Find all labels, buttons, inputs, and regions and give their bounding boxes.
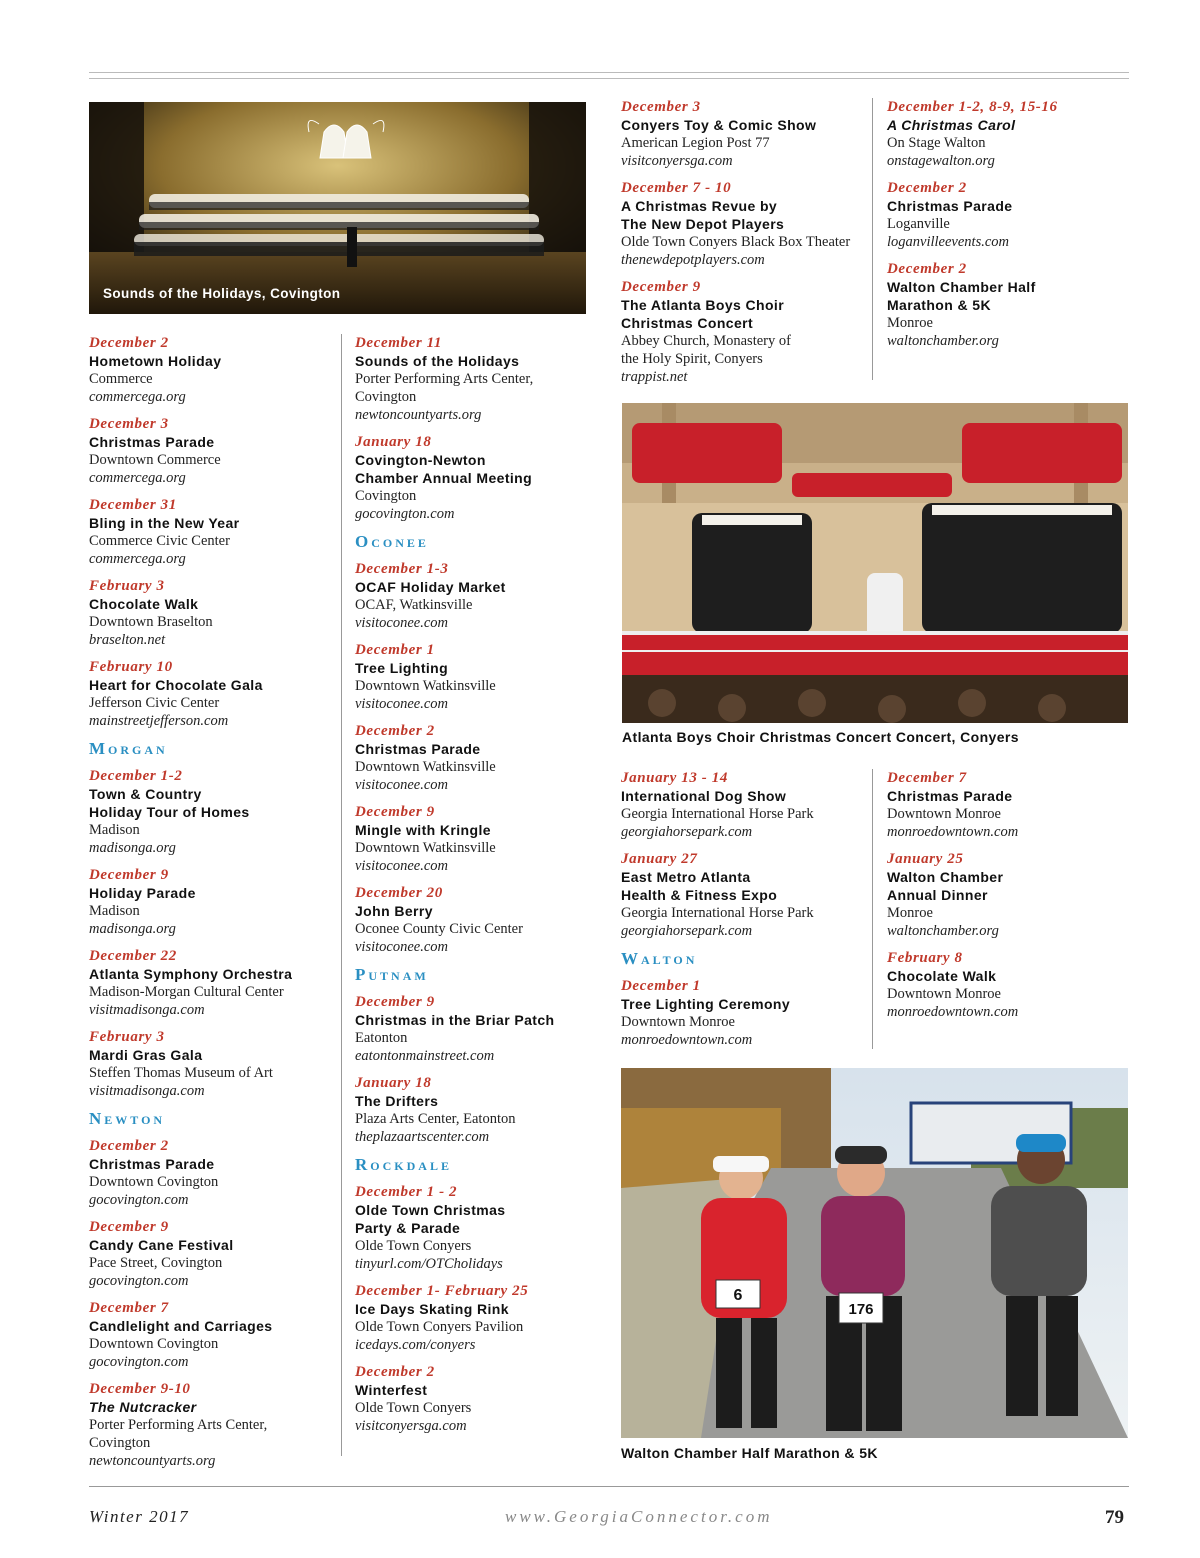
event-title: Hometown Holiday	[89, 353, 222, 369]
event-date: December 1	[355, 642, 435, 658]
event-location: Downtown Monroe	[621, 1014, 735, 1030]
event-location: Downtown Covington	[89, 1336, 219, 1352]
event-location: Porter Performing Arts Center, Covington	[89, 1417, 268, 1451]
event-website[interactable]: waltonchamber.org	[887, 923, 999, 939]
event-location: Jefferson Civic Center	[89, 695, 220, 711]
boys-choir-illustration	[622, 403, 1128, 723]
event-location: Downtown Watkinsville	[355, 759, 496, 775]
event-date: December 7 - 10	[621, 180, 732, 196]
boys-choir-photo	[622, 403, 1128, 723]
event-location: Monroe	[887, 315, 933, 331]
event-website[interactable]: georgiahorsepark.com	[621, 923, 753, 939]
event-listing	[89, 1137, 329, 1209]
event-date: December 2	[887, 261, 967, 277]
event-date: December 3	[89, 416, 169, 432]
event-date: February 10	[89, 659, 173, 675]
event-date: December 2	[355, 1364, 435, 1380]
event-website[interactable]: trappist.net	[621, 369, 688, 385]
event-location: Eatonton	[355, 1030, 408, 1046]
event-title: Walton Chamber Annual Dinner	[887, 869, 1004, 903]
county-heading: Rockdale	[355, 1155, 452, 1174]
event-website[interactable]: visitoconee.com	[355, 858, 449, 874]
event-listing	[89, 496, 329, 568]
event-website[interactable]: visitoconee.com	[355, 777, 449, 793]
event-date: December 20	[355, 885, 443, 901]
event-location: Porter Performing Arts Center, Covington	[355, 371, 534, 405]
event-date: December 7	[89, 1300, 169, 1316]
event-title: International Dog Show	[621, 788, 787, 804]
event-location: Olde Town Conyers Black Box Theater	[621, 234, 851, 250]
event-title: Christmas in the Briar Patch	[355, 1012, 555, 1028]
event-title: Tree Lighting	[355, 660, 449, 676]
event-title: The Nutcracker	[89, 1399, 197, 1415]
half-marathon-photo-caption: Walton Chamber Half Marathon & 5K	[621, 1445, 878, 1461]
event-date: December 31	[89, 497, 177, 513]
event-location: Steffen Thomas Museum of Art	[89, 1065, 273, 1081]
event-website[interactable]: gocovington.com	[89, 1192, 189, 1208]
event-location: Olde Town Conyers	[355, 1400, 472, 1416]
event-location: Downtown Monroe	[887, 986, 1001, 1002]
county-heading: Putnam	[355, 965, 429, 984]
event-title: Christmas Parade	[355, 741, 481, 757]
event-title: Holiday Parade	[89, 885, 196, 901]
event-listing	[621, 179, 861, 269]
event-listing	[89, 866, 329, 938]
column-divider-2	[872, 98, 873, 380]
event-title: Chocolate Walk	[89, 596, 199, 612]
event-title: OCAF Holiday Market	[355, 579, 506, 595]
event-title: Mardi Gras Gala	[89, 1047, 203, 1063]
event-title: Candy Cane Festival	[89, 1237, 234, 1253]
event-location: Madison-Morgan Cultural Center	[89, 984, 284, 1000]
event-date: February 8	[887, 950, 963, 966]
event-listing	[355, 334, 595, 424]
event-listing	[355, 803, 595, 875]
event-date: December 1 - 2	[355, 1184, 458, 1200]
event-listing	[89, 1380, 329, 1470]
event-date: December 1-3	[355, 561, 449, 577]
event-listing	[887, 179, 1127, 251]
event-date: December 1- February 25	[355, 1283, 529, 1299]
event-date: February 3	[89, 578, 165, 594]
event-website[interactable]: visitoconee.com	[355, 939, 449, 955]
event-website[interactable]: commercega.org	[89, 551, 186, 567]
event-listing	[887, 260, 1127, 350]
event-website[interactable]: commercega.org	[89, 389, 186, 405]
issue-label: Winter 2017	[89, 1507, 190, 1526]
event-title: Mingle with Kringle	[355, 822, 491, 838]
event-website[interactable]: onstagewalton.org	[887, 153, 995, 169]
event-title: Bling in the New Year	[89, 515, 240, 531]
event-location: Georgia International Horse Park	[621, 806, 814, 822]
event-title: John Berry	[355, 903, 433, 919]
event-website[interactable]: visitoconee.com	[355, 615, 449, 631]
event-date: January 13 - 14	[621, 770, 728, 786]
event-date: December 1-2	[89, 768, 183, 784]
event-title: Atlanta Symphony Orchestra	[89, 966, 293, 982]
event-date: December 3	[621, 99, 701, 115]
event-location: Oconee County Civic Center	[355, 921, 523, 937]
event-listing	[355, 1183, 595, 1273]
event-website[interactable]: visitmadisonga.com	[89, 1002, 205, 1018]
event-location: Downtown Monroe	[887, 806, 1001, 822]
event-location: Olde Town Conyers Pavilion	[355, 1319, 524, 1335]
event-location: Olde Town Conyers	[355, 1238, 472, 1254]
event-website[interactable]: visitoconee.com	[355, 696, 449, 712]
event-website[interactable]: gocovington.com	[89, 1354, 189, 1370]
event-location: Downtown Commerce	[89, 452, 221, 468]
event-website[interactable]: madisonga.org	[89, 840, 176, 856]
page-number: 79	[1105, 1507, 1124, 1528]
column-4-top-events	[887, 98, 1127, 359]
event-title: Sounds of the Holidays	[355, 353, 520, 369]
event-title: A Christmas Carol	[887, 117, 1016, 133]
county-heading: Newton	[89, 1109, 166, 1128]
event-date: January 18	[355, 1075, 432, 1091]
event-title: Ice Days Skating Rink	[355, 1301, 509, 1317]
event-listing	[355, 993, 595, 1065]
event-location: Abbey Church, Monastery of the Holy Spirit, Conyers	[621, 333, 791, 367]
event-location: American Legion Post 77	[621, 135, 770, 151]
event-date: December 11	[355, 335, 442, 351]
event-website[interactable]: theplazaartscenter.com	[355, 1129, 490, 1145]
event-listing	[355, 884, 595, 956]
event-location: Downtown Watkinsville	[355, 840, 496, 856]
runners-illustration	[621, 1068, 1128, 1438]
county-heading: Oconee	[355, 532, 429, 551]
event-website[interactable]: tinyurl.com/OTCholidays	[355, 1256, 503, 1272]
event-listing	[887, 769, 1127, 841]
event-website[interactable]: gocovington.com	[355, 506, 455, 522]
footer-rule	[89, 1486, 1129, 1487]
event-listing	[621, 769, 861, 841]
event-title: Candlelight and Carriages	[89, 1318, 273, 1334]
event-location: Downtown Braselton	[89, 614, 213, 630]
event-date: December 1	[621, 978, 701, 994]
event-date: December 2	[89, 335, 169, 351]
event-website[interactable]: icedays.com/conyers	[355, 1337, 476, 1353]
top-rule	[89, 72, 1129, 79]
event-location: Commerce	[89, 371, 153, 387]
event-listing	[89, 1218, 329, 1290]
column-2-events	[355, 334, 595, 1444]
event-title: Town & Country Holiday Tour of Homes	[89, 786, 250, 820]
event-title: Heart for Chocolate Gala	[89, 677, 263, 693]
column-divider-1	[341, 334, 342, 1456]
event-title: Christmas Parade	[89, 1156, 215, 1172]
event-website[interactable]: visitconyersga.com	[355, 1418, 467, 1434]
event-date: January 18	[355, 434, 432, 450]
event-title: The Drifters	[355, 1093, 439, 1109]
event-website[interactable]: eatontonmainstreet.com	[355, 1048, 495, 1064]
event-listing	[887, 949, 1127, 1021]
event-date: December 9-10	[89, 1381, 191, 1397]
event-website[interactable]: commercega.org	[89, 470, 186, 486]
event-title: Christmas Parade	[89, 434, 215, 450]
event-listing	[355, 1363, 595, 1435]
event-listing	[89, 658, 329, 730]
event-title: Winterfest	[355, 1382, 428, 1398]
event-date: December 22	[89, 948, 177, 964]
event-location: Downtown Covington	[89, 1174, 219, 1190]
event-website[interactable]: braselton.net	[89, 632, 166, 648]
event-listing	[89, 1028, 329, 1100]
event-title: Christmas Parade	[887, 198, 1013, 214]
bib-number-6: 6	[733, 1287, 743, 1304]
event-title: A Christmas Revue by The New Depot Players	[621, 198, 785, 232]
event-location: Plaza Arts Center, Eatonton	[355, 1111, 516, 1127]
event-date: December 9	[621, 279, 701, 295]
event-date: December 2	[355, 723, 435, 739]
bib-number-176: 176	[848, 1301, 874, 1318]
website-label: www.GeorgiaConnector.com	[505, 1507, 773, 1526]
event-listing	[621, 977, 861, 1049]
half-marathon-photo	[621, 1068, 1128, 1438]
event-listing	[355, 1074, 595, 1146]
event-title: Covington-Newton Chamber Annual Meeting	[355, 452, 533, 486]
choir-stage-illustration	[89, 102, 586, 314]
column-1-events	[89, 334, 329, 1479]
event-listing	[355, 641, 595, 713]
event-title: Tree Lighting Ceremony	[621, 996, 791, 1012]
column-divider-3	[872, 769, 873, 1049]
event-website[interactable]: waltonchamber.org	[887, 333, 999, 349]
event-website[interactable]: visitconyersga.com	[621, 153, 733, 169]
event-date: February 3	[89, 1029, 165, 1045]
column-3-mid-events	[621, 769, 861, 1058]
event-title: Chocolate Walk	[887, 968, 997, 984]
event-date: December 9	[89, 1219, 169, 1235]
event-date: December 9	[89, 867, 169, 883]
event-date: December 9	[355, 804, 435, 820]
event-title: Christmas Parade	[887, 788, 1013, 804]
event-website[interactable]: monroedowntown.com	[621, 1032, 753, 1048]
event-listing	[355, 433, 595, 523]
event-listing	[355, 1282, 595, 1354]
event-location: OCAF, Watkinsville	[355, 597, 473, 613]
event-website[interactable]: mainstreetjefferson.com	[89, 713, 229, 729]
county-heading: Walton	[621, 949, 698, 968]
event-date: January 25	[887, 851, 964, 867]
event-title: Olde Town Christmas Party & Parade	[355, 1202, 506, 1236]
event-date: January 27	[621, 851, 698, 867]
event-location: On Stage Walton	[887, 135, 986, 151]
event-website[interactable]: monroedowntown.com	[887, 1004, 1019, 1020]
event-listing	[89, 577, 329, 649]
event-website[interactable]: thenewdepotplayers.com	[621, 252, 765, 268]
event-date: December 2	[887, 180, 967, 196]
event-listing	[89, 415, 329, 487]
event-listing	[887, 98, 1127, 170]
event-listing	[89, 1299, 329, 1371]
event-date: December 1-2, 8-9, 15-16	[887, 99, 1058, 115]
column-3-top-events	[621, 98, 861, 395]
event-listing	[887, 850, 1127, 940]
covington-photo-caption: Sounds of the Holidays, Covington	[103, 286, 341, 301]
event-listing	[355, 722, 595, 794]
event-listing	[89, 947, 329, 1019]
event-listing	[89, 767, 329, 857]
event-location: Madison	[89, 822, 140, 838]
event-website[interactable]: madisonga.org	[89, 921, 176, 937]
event-location: Pace Street, Covington	[89, 1255, 223, 1271]
event-website[interactable]: gocovington.com	[89, 1273, 189, 1289]
event-date: December 9	[355, 994, 435, 1010]
event-website[interactable]: georgiahorsepark.com	[621, 824, 753, 840]
event-title: Walton Chamber Half Marathon & 5K	[887, 279, 1036, 313]
event-website[interactable]: loganvilleevents.com	[887, 234, 1009, 250]
event-listing	[89, 334, 329, 406]
event-date: December 2	[89, 1138, 169, 1154]
event-listing	[355, 560, 595, 632]
event-title: The Atlanta Boys Choir Christmas Concert	[621, 297, 785, 331]
event-location: Georgia International Horse Park	[621, 905, 814, 921]
event-location: Monroe	[887, 905, 933, 921]
event-listing	[621, 278, 861, 386]
event-listing	[621, 98, 861, 170]
county-heading: Morgan	[89, 739, 168, 758]
covington-choir-photo	[89, 102, 586, 314]
event-date: December 7	[887, 770, 967, 786]
event-website[interactable]: newtoncountyarts.org	[355, 407, 482, 423]
event-location: Commerce Civic Center	[89, 533, 230, 549]
event-title: Conyers Toy & Comic Show	[621, 117, 817, 133]
event-website[interactable]: newtoncountyarts.org	[89, 1453, 216, 1469]
boys-choir-photo-caption: Atlanta Boys Choir Christmas Concert Concert, Conyers	[622, 729, 1019, 745]
event-location: Downtown Watkinsville	[355, 678, 496, 694]
event-location: Covington	[355, 488, 417, 504]
event-location: Madison	[89, 903, 140, 919]
event-listing	[621, 850, 861, 940]
column-4-mid-events	[887, 769, 1127, 1030]
event-location: Loganville	[887, 216, 950, 232]
event-website[interactable]: visitmadisonga.com	[89, 1083, 205, 1099]
event-title: East Metro Atlanta Health & Fitness Expo	[621, 869, 778, 903]
event-website[interactable]: monroedowntown.com	[887, 824, 1019, 840]
